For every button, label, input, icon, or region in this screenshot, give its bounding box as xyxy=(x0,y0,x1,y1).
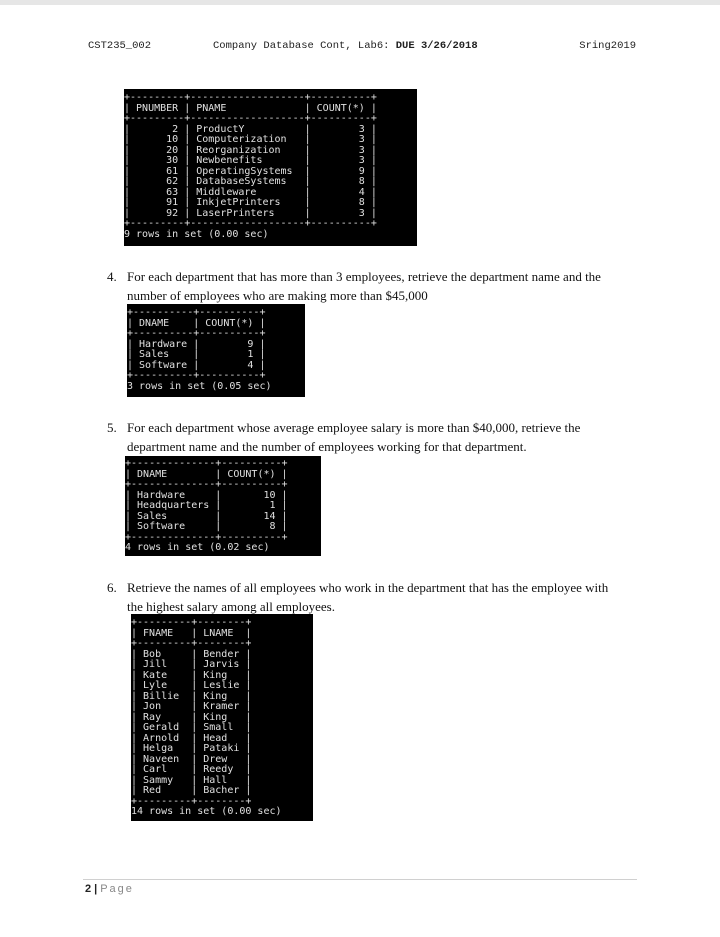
terminal-line: +--------------+----------+ xyxy=(125,531,288,543)
question-4-text: For each department that has more than 3 employees, retrieve the department name and the number of employees who are making more than $45,000 xyxy=(127,269,601,303)
top-border xyxy=(0,0,720,5)
query-result-dept-avg-salary xyxy=(125,456,321,556)
question-5-text: For each department whose average employee salary is more than $40,000, retrieve the department name and the number of employees working for that department. xyxy=(127,420,581,454)
question-6-number: 6. xyxy=(107,580,117,595)
terminal-line: +---------+-------------------+----------+ xyxy=(124,92,377,103)
terminal-line: +--------------+----------+ xyxy=(125,479,288,490)
terminal-line: +---------+--------+ xyxy=(131,795,252,807)
question-4 xyxy=(107,267,627,305)
terminal-line: | Kate | King | xyxy=(131,669,252,681)
query-result-employees xyxy=(131,614,313,821)
terminal-line: | Sales | 14 | xyxy=(125,510,288,522)
terminal-line: 3 rows in set (0.05 sec) xyxy=(127,380,272,392)
terminal-line: | Gerald | Small | xyxy=(131,722,252,733)
terminal-line: | Software | 4 | xyxy=(127,359,266,371)
terminal-line: | Headquarters | 1 | xyxy=(125,500,288,511)
question-5-number: 5. xyxy=(107,420,117,435)
terminal-line: | DNAME | COUNT(*) | xyxy=(125,468,288,480)
terminal-line: | PNUMBER | PNAME | COUNT(*) | xyxy=(124,102,377,114)
terminal-line: | Hardware | 10 | xyxy=(125,489,288,501)
terminal-line: | Billie | King | xyxy=(131,690,252,702)
header-title-prefix: Company Database Cont, Lab6: xyxy=(213,40,396,52)
page-footer xyxy=(85,883,134,895)
terminal-line: | FNAME | LNAME | xyxy=(131,627,252,639)
terminal-line: +----------+----------+ xyxy=(127,370,266,381)
terminal-line: 4 rows in set (0.02 sec) xyxy=(125,542,270,553)
query-result-dept-high-earners xyxy=(127,304,305,397)
footer-separator: | xyxy=(94,883,98,895)
terminal-line: | Ray | King | xyxy=(131,711,252,723)
terminal-line: | Carl | Reedy | xyxy=(131,764,252,775)
terminal-line: | 10 | Computerization | 3 | xyxy=(124,134,377,145)
terminal-line: | 92 | LaserPrinters | 3 | xyxy=(124,207,377,219)
terminal-line: | Sammy | Hall | xyxy=(131,774,252,786)
header-title xyxy=(213,40,478,52)
header-course: CST235_002 xyxy=(88,40,152,52)
terminal-line: | Bob | Bender | xyxy=(131,648,252,660)
question-6-text: Retrieve the names of all employees who work in the department that has the employee with the highest salary among all employees. xyxy=(127,580,609,614)
terminal-line: +---------+--------+ xyxy=(131,638,252,649)
terminal-line: | Red | Bacher | xyxy=(131,785,252,796)
question-6 xyxy=(107,578,627,616)
terminal-line: | Naveen | Drew | xyxy=(131,753,252,765)
terminal-line: | Jon | Kramer | xyxy=(131,701,252,712)
header-due-date: DUE 3/26/2018 xyxy=(395,40,478,52)
terminal-line: | 20 | Reorganization | 3 | xyxy=(124,144,377,156)
terminal-line: +---------+--------+ xyxy=(131,617,252,628)
query-result-projects xyxy=(124,89,417,246)
terminal-line: | 2 | ProductY | 3 | xyxy=(124,123,377,135)
terminal-line: +---------+-------------------+----------+ xyxy=(124,218,377,229)
terminal-line: | 62 | DatabaseSystems | 8 | xyxy=(124,176,377,187)
terminal-line: | Lyle | Leslie | xyxy=(131,680,252,691)
terminal-line: | Sales | 1 | xyxy=(127,349,266,360)
page-number: 2 xyxy=(85,883,92,895)
terminal-line: | 61 | OperatingSystems | 9 | xyxy=(124,165,377,177)
terminal-line: | Helga | Pataki | xyxy=(131,743,252,754)
terminal-line: | Arnold | Head | xyxy=(131,732,252,744)
terminal-line: | Hardware | 9 | xyxy=(127,338,266,350)
header-term: Sring2019 xyxy=(579,40,636,52)
terminal-line: +---------+-------------------+----------+ xyxy=(124,113,377,124)
question-5 xyxy=(107,418,627,456)
terminal-line: | Software | 8 | xyxy=(125,521,288,532)
footer-divider xyxy=(83,879,637,880)
terminal-line: | Jill | Jarvis | xyxy=(131,659,252,670)
terminal-line: 14 rows in set (0.00 sec) xyxy=(131,806,282,817)
terminal-line: | 63 | Middleware | 4 | xyxy=(124,186,377,198)
question-4-number: 4. xyxy=(107,269,117,284)
terminal-line: | 30 | Newbenefits | 3 | xyxy=(124,155,377,166)
page-label: Page xyxy=(100,883,134,895)
terminal-line: 9 rows in set (0.00 sec) xyxy=(124,228,269,240)
terminal-line: | DNAME | COUNT(*) | xyxy=(127,317,266,329)
terminal-line: +--------------+----------+ xyxy=(125,458,288,469)
terminal-line: +----------+----------+ xyxy=(127,328,266,339)
terminal-line: | 91 | InkjetPrinters | 8 | xyxy=(124,197,377,208)
terminal-line: +----------+----------+ xyxy=(127,307,266,318)
